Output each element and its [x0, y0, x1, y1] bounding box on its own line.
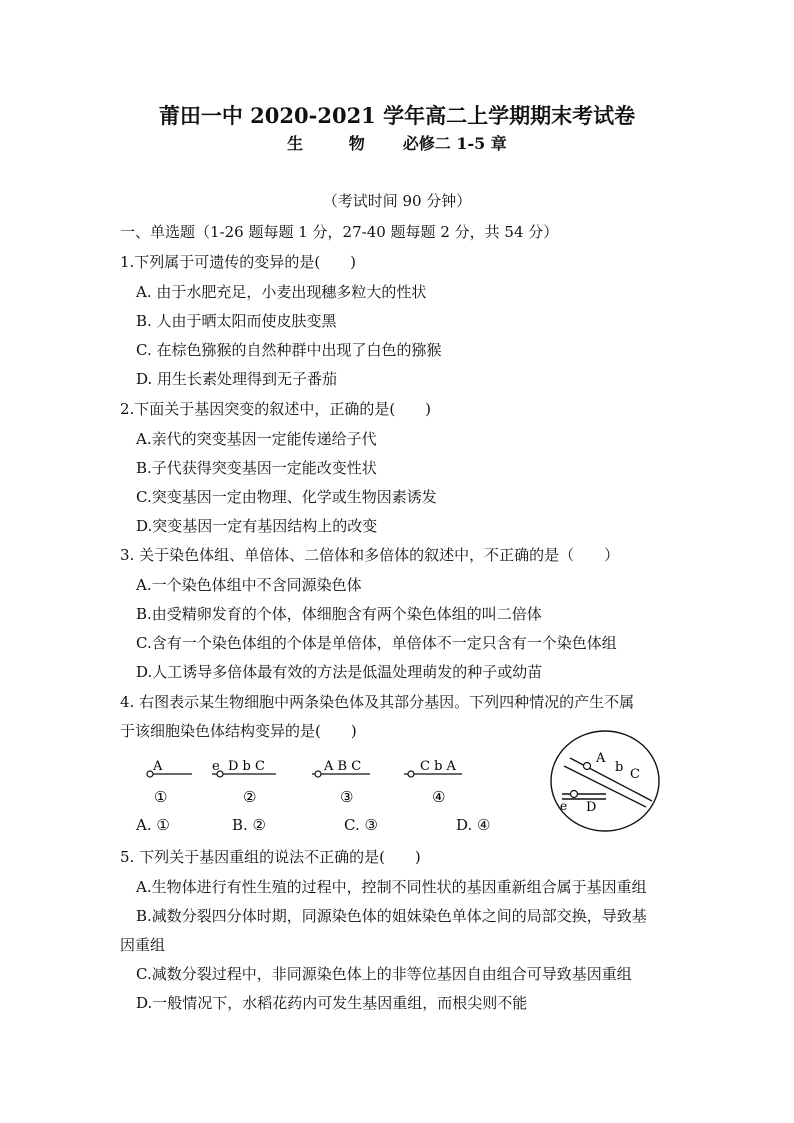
q4-answer-d: D. ④: [456, 816, 491, 834]
q2-option-a: A.亲代的突变基因一定能传递给子代: [136, 430, 377, 448]
figure-label-D: D: [586, 800, 597, 815]
cell-chromosome-figure: [548, 728, 662, 834]
q2-option-b: B.子代获得突变基因一定能改变性状: [136, 459, 377, 477]
figure-label-C: C: [630, 767, 640, 782]
chromosome-1-genes: A: [153, 759, 163, 774]
subject: 生 物: [287, 134, 385, 153]
page-subtitle: [0, 131, 794, 154]
chromosome-2-genes: D b C: [228, 759, 265, 774]
chromosome-4-number: ④: [432, 788, 446, 806]
chromosome-3-number: ③: [340, 788, 354, 806]
q5-option-b-line1: B.减数分裂四分体时期，同源染色体的姐妹染色单体之间的局部交换，导致基: [136, 907, 647, 925]
q1-option-a: A. 由于水肥充足，小麦出现穗多粒大的性状: [136, 283, 427, 301]
figure-label-b: b: [615, 760, 624, 775]
q4-answer-b: B. ②: [232, 816, 267, 834]
figure-label-e: e: [560, 799, 568, 813]
chromosome-2: [212, 759, 276, 806]
section-heading: 一、单选题（1-26 题每题 1 分，27-40 题每题 2 分，共 54 分）: [120, 223, 559, 241]
q5-option-b-line2: 因重组: [120, 936, 166, 954]
q5-option-a: A.生物体进行有性生殖的过程中，控制不同性状的基因重新组合属于基因重组: [136, 878, 647, 896]
q5-option-d: D.一般情况下，水稻花药内可发生基因重组，而根尖则不能: [136, 994, 528, 1012]
chromosome-options-figure: [120, 752, 500, 812]
q1-stem: 1.下列属于可遗传的变异的是( ): [120, 253, 357, 271]
chromosome-2-prefix: e: [212, 759, 220, 774]
q1-option-b: B. 人由于晒太阳而使皮肤变黑: [136, 312, 337, 330]
chromosome-3: [312, 759, 370, 806]
q4-answer-a: A. ①: [136, 816, 170, 834]
page-title: 莆田一中 2020-2021 学年高二上学期期末考试卷: [158, 103, 636, 128]
exam-time: （考试时间 90 分钟）: [322, 192, 472, 210]
q5-stem: 5. 下列关于基因重组的说法不正确的是( ): [120, 848, 421, 866]
q3-option-a: A.一个染色体组中不含同源染色体: [136, 576, 362, 594]
q4-answer-c: C. ③: [344, 816, 378, 834]
chromosome-1-number: ①: [154, 788, 168, 806]
chromosome-4: [404, 759, 462, 806]
q2-stem: 2.下面关于基因突变的叙述中，正确的是( ): [120, 400, 432, 418]
q3-option-d: D.人工诱导多倍体最有效的方法是低温处理萌发的种子或幼苗: [136, 663, 543, 681]
q5-option-c: C.减数分裂过程中，非同源染色体上的非等位基因自由组合可导致基因重组: [136, 965, 632, 983]
q3-stem: 3. 关于染色体组、单倍体、二倍体和多倍体的叙述中，不正确的是（ ）: [120, 546, 620, 564]
q2-option-c: C.突变基因一定由物理、化学或生物因素诱发: [136, 488, 437, 506]
q1-option-d: D. 用生长素处理得到无子番茄: [136, 370, 338, 388]
q4-stem-line2: 于该细胞染色体结构变异的是( ): [120, 722, 357, 740]
chromosome-4-genes: C b A: [420, 759, 456, 774]
q1-option-c: C. 在棕色猕猴的自然种群中出现了白色的猕猴: [136, 341, 442, 359]
q3-option-b: B.由受精卵发育的个体，体细胞含有两个染色体组的叫二倍体: [136, 605, 542, 623]
q2-option-d: D.突变基因一定有基因结构上的改变: [136, 517, 378, 535]
figure-label-A: A: [596, 751, 606, 766]
chromosome-3-genes: A B C: [324, 759, 362, 774]
scope: 必修二 1-5 章: [402, 134, 507, 153]
q3-option-c: C.含有一个染色体组的个体是单倍体，单倍体不一定只含有一个染色体组: [136, 634, 617, 652]
q4-stem-line1: 4. 右图表示某生物细胞中两条染色体及其部分基因。下列四种情况的产生不属: [120, 693, 635, 711]
chromosome-2-number: ②: [243, 788, 257, 806]
chromosome-1: [147, 759, 192, 806]
